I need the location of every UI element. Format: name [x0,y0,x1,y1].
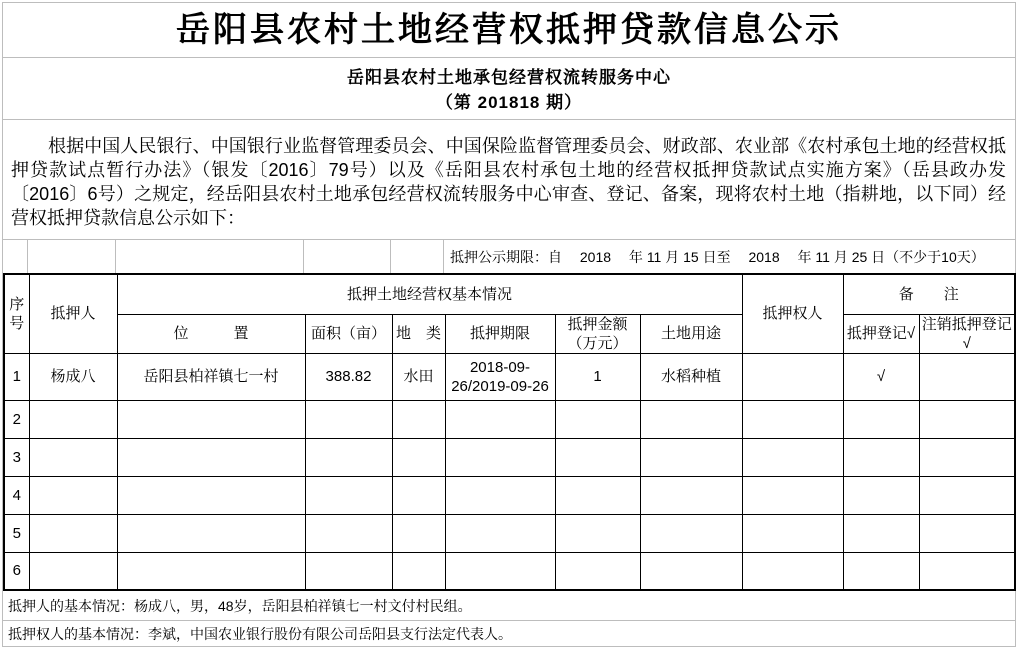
cell-land-use [640,476,742,514]
cell-land-type [392,552,445,590]
cell-term [445,438,555,476]
table-row [4,400,1015,438]
cell-location [117,400,305,438]
cell-dereg-checkmark [919,476,1015,514]
cell-mortgagor [29,514,117,552]
cell-mortgagor: 杨成八 [29,353,117,400]
cell-amount [555,438,640,476]
mortgage-loan-table [3,273,1016,591]
cell-reg-checkmark [843,552,919,590]
cell-mortgagee [742,400,843,438]
cell-term: 2018-09-26/2019-09-26 [445,353,555,400]
cell-amount [555,514,640,552]
cell-reg-checkmark [843,476,919,514]
issue-number: （第 201818 期） [435,93,583,112]
cell-mortgagor [29,552,117,590]
cell-location [117,476,305,514]
cell-land-type: 水田 [392,353,445,400]
cell-mortgagee [742,476,843,514]
cell-land-type [392,400,445,438]
cell-location: 岳阳县柏祥镇七一村 [117,353,305,400]
cell-land-type [392,438,445,476]
cell-dereg-checkmark [919,552,1015,590]
empty-grid-cell [3,240,28,273]
table-row [4,476,1015,514]
cell-area: 388.82 [305,353,392,400]
notice-page [2,2,1016,647]
cell-land-use [640,514,742,552]
cell-dereg-checkmark [919,514,1015,552]
col-header-reg-mark: 抵押登记√ [843,314,919,353]
col-header-land-type: 地 类 [392,314,445,353]
cell-seq: 6 [4,552,29,590]
cell-dereg-checkmark [919,438,1015,476]
cell-reg-checkmark [843,438,919,476]
cell-seq: 5 [4,514,29,552]
col-header-land-use: 土地用途 [640,314,742,353]
col-header-mortgagee: 抵押权人 [742,274,843,353]
col-header-term: 抵押期限 [445,314,555,353]
intro-paragraph: 根据中国人民银行、中国银行业监督管理委员会、中国保险监督管理委员会、财政部、农业部《农村承包土地的经营权抵押贷款试点暂行办法》（银发〔2016〕79号）以及《岳阳县农村承包土地的经营权抵押贷款试点实施方案》（岳县政办发〔2016〕6号）之规定，经岳阳县农村土地承包经营权流转服务中心审查、登记、备案，现将农村土地（指耕地，以下同）经营权抵押贷款信息公示如下： [11,136,1006,228]
col-header-area: 面积（亩） [305,314,392,353]
empty-grid-cell [391,240,444,273]
cell-term [445,476,555,514]
table-row [4,514,1015,552]
cell-reg-checkmark [843,400,919,438]
mortgagee-info-note: 抵押权人的基本情况：李斌，中国农业银行股份有限公司岳阳县支行法定代表人。 [3,621,1015,647]
cell-area [305,514,392,552]
table-row [4,438,1015,476]
cell-mortgagee [742,552,843,590]
cell-land-use: 水稻种植 [640,353,742,400]
cell-reg-checkmark: √ [843,353,919,400]
cell-area [305,438,392,476]
cell-mortgagee [742,438,843,476]
cell-dereg-checkmark [919,400,1015,438]
col-header-mortgagor: 抵押人 [29,274,117,353]
col-header-remarks-group: 备 注 [843,274,1015,314]
cell-seq: 4 [4,476,29,514]
cell-amount: 1 [555,353,640,400]
col-header-seq: 序号 [4,274,29,353]
publicity-period-row [3,240,1015,273]
cell-mortgagee [742,353,843,400]
cell-amount [555,476,640,514]
table-row [4,552,1015,590]
cell-mortgagor [29,438,117,476]
col-header-location: 位 置 [117,314,305,353]
cell-mortgagee [742,514,843,552]
cell-term [445,552,555,590]
cell-term [445,514,555,552]
col-header-amount: 抵押金额（万元） [555,314,640,353]
publicity-period-text: 抵押公示期限：自 2018 年 11 月 15 日至 2018 年 11 月 25 日（不少于10天） [450,248,985,265]
empty-grid-cell [28,240,116,273]
cell-location [117,514,305,552]
cell-dereg-checkmark [919,353,1015,400]
cell-mortgagor [29,476,117,514]
cell-reg-checkmark [843,514,919,552]
cell-location [117,438,305,476]
cell-area [305,400,392,438]
cell-area [305,476,392,514]
cell-land-use [640,552,742,590]
intro-section [3,120,1015,240]
cell-seq: 2 [4,400,29,438]
title-section [3,3,1015,58]
empty-grid-cell [304,240,391,273]
org-section [3,58,1015,120]
cell-land-use [640,400,742,438]
cell-seq: 3 [4,438,29,476]
empty-grid-cell [116,240,304,273]
col-header-dereg-mark: 注销抵押登记√ [919,314,1015,353]
cell-location [117,552,305,590]
cell-seq: 1 [4,353,29,400]
cell-land-use [640,438,742,476]
mortgagor-info-note: 抵押人的基本情况：杨成八，男，48岁，岳阳县柏祥镇七一村文付村民组。 [3,591,1015,621]
table-row [4,353,1015,400]
cell-land-type [392,476,445,514]
cell-mortgagor [29,400,117,438]
cell-amount [555,400,640,438]
col-header-basic-info-group: 抵押土地经营权基本情况 [117,274,742,314]
center-name: 岳阳县农村土地承包经营权流转服务中心 [347,68,671,87]
cell-term [445,400,555,438]
cell-area [305,552,392,590]
page-title: 岳阳县农村土地经营权抵押贷款信息公示 [176,11,842,49]
cell-land-type [392,514,445,552]
cell-amount [555,552,640,590]
